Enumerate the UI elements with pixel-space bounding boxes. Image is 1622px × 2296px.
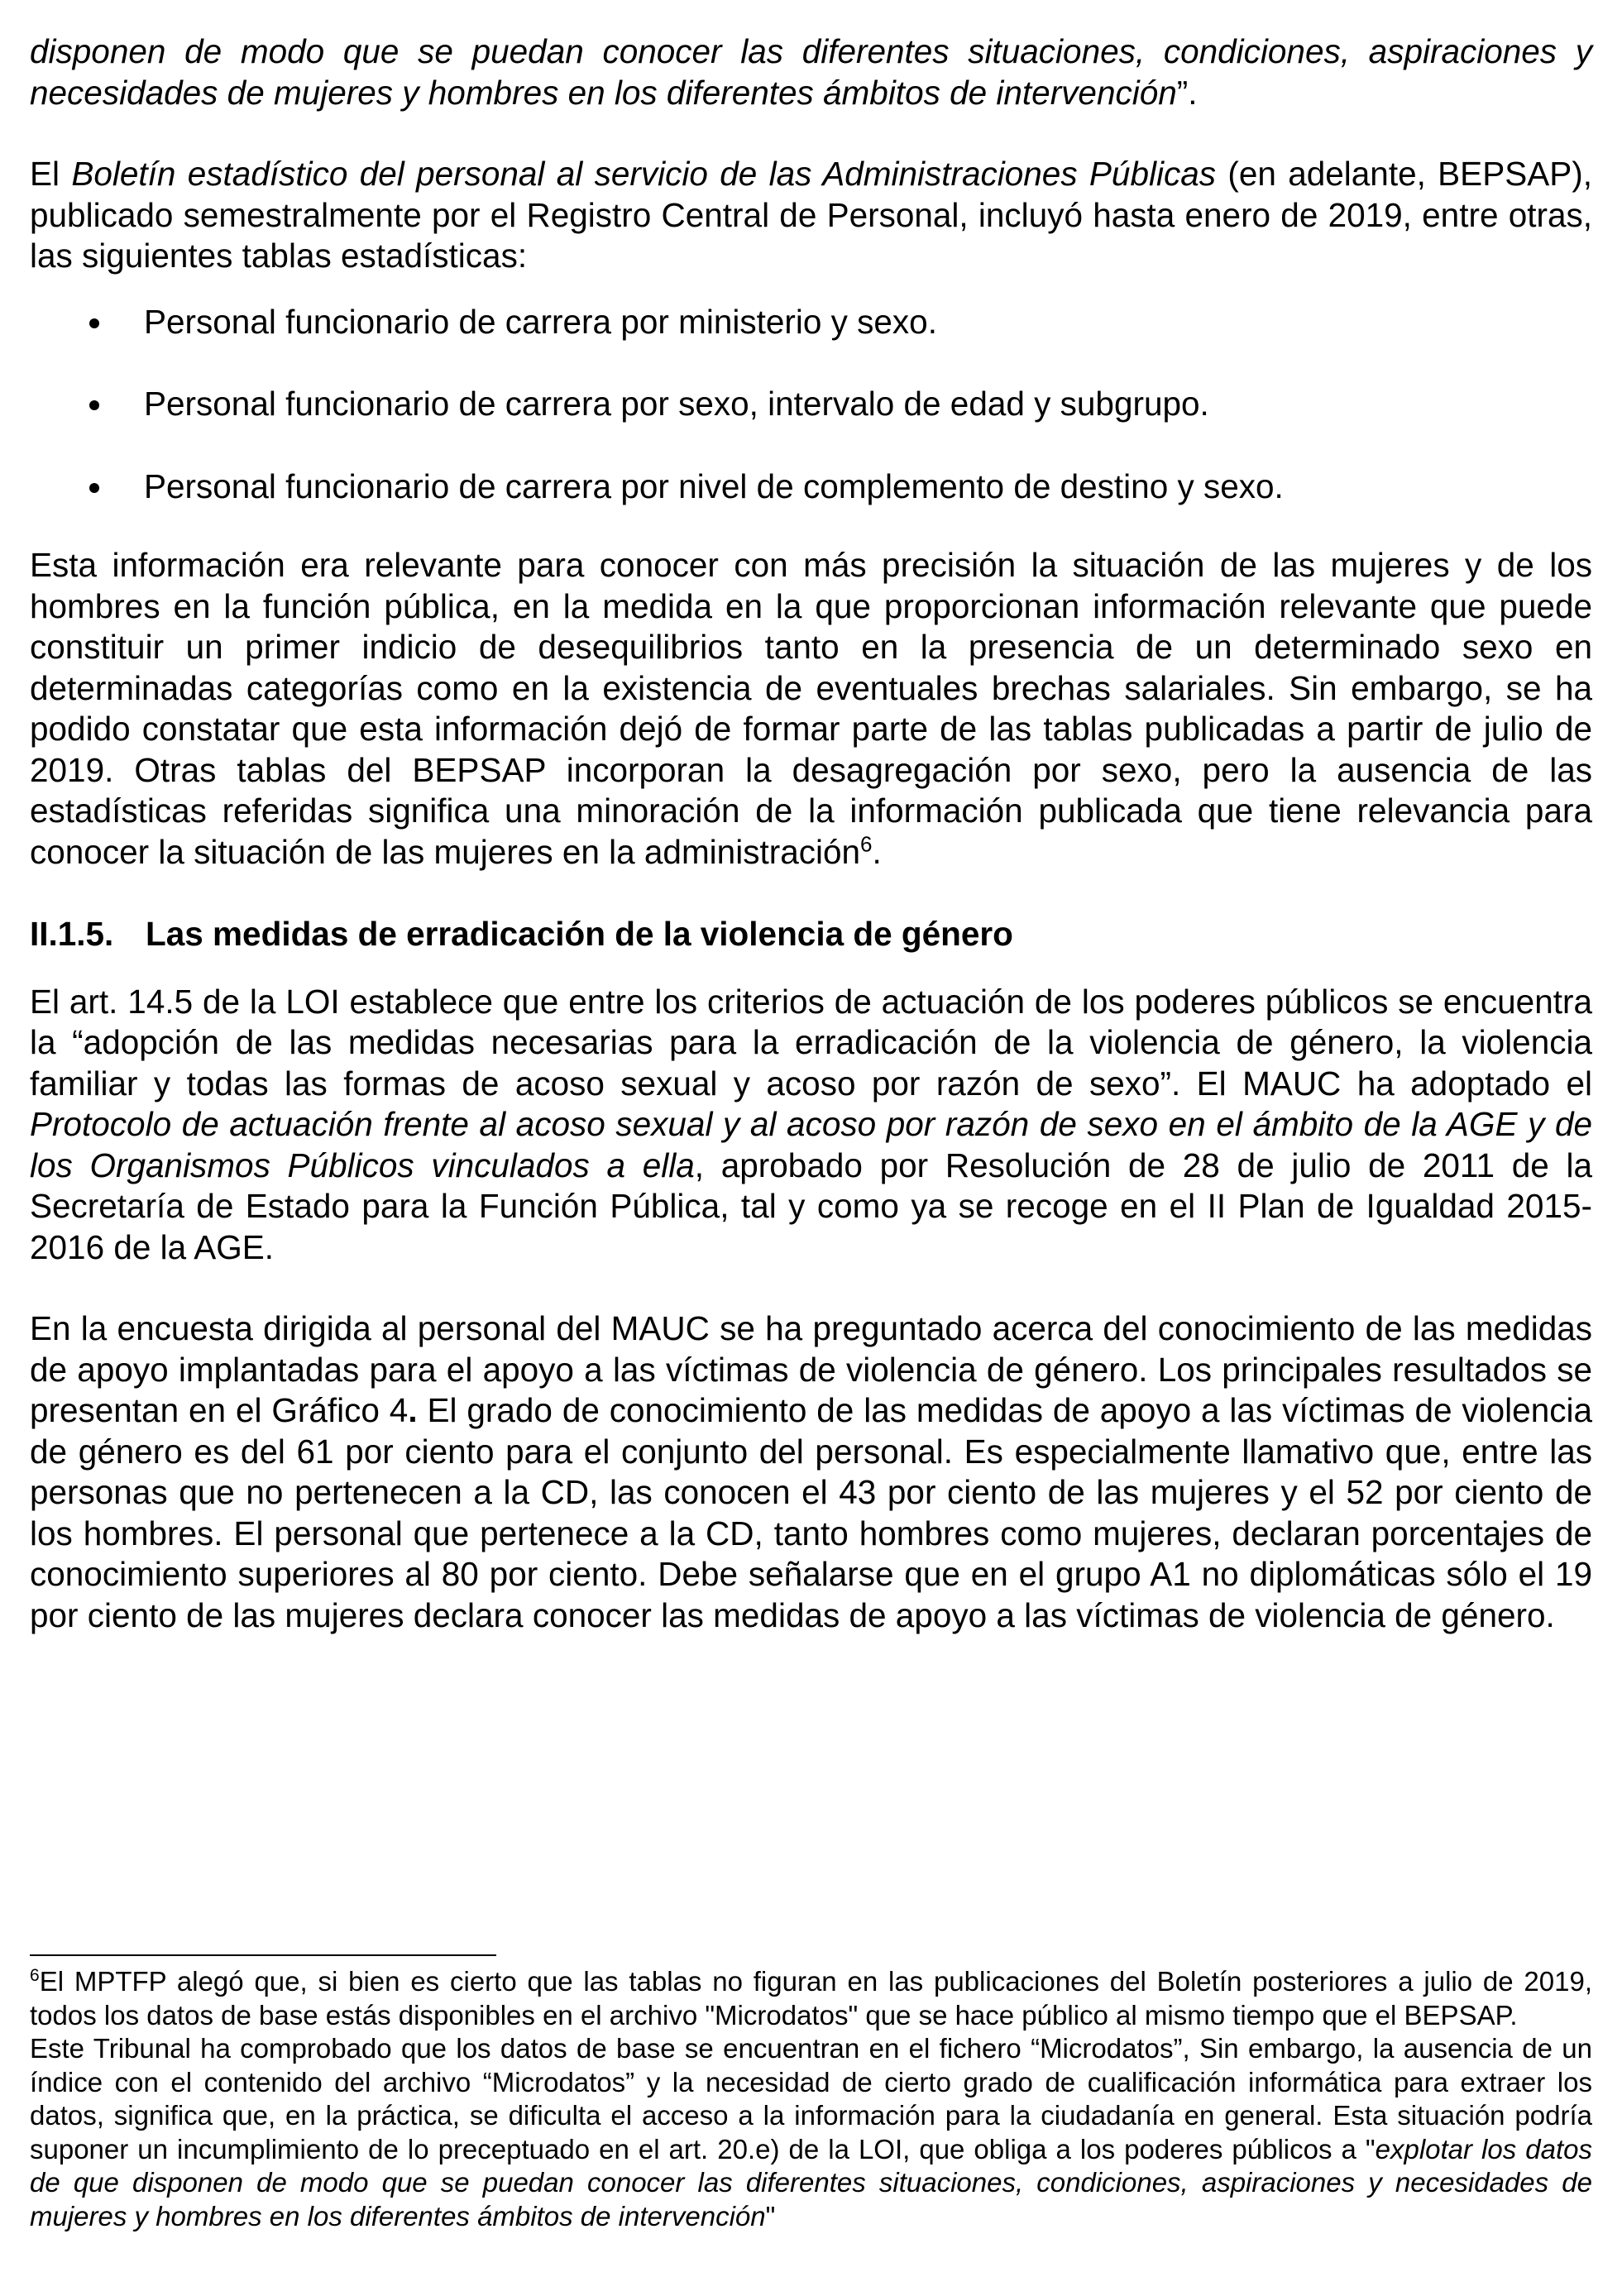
section-number: II.1.5. <box>30 915 114 953</box>
footnote-reference[interactable]: 6 <box>860 831 873 856</box>
bepsap-post: (en adelante, BEPSAP), publicado semestralmente por el Registro Central de Personal, incluyó hasta enero de 2019, entre otras, las siguientes tablas estadísticas: <box>30 155 1592 275</box>
section-title: Las medidas de erradicación de la violencia de género <box>146 915 1013 953</box>
survey-post: El grado de conocimiento de las medidas de apoyo a las víctimas de violencia de género es del 61 por ciento para el conjunto del personal. Es especialmente llamativo que, entre las personas que no pertenecen a la CD, las conocen el 43 por ciento de las mujeres y el 52 por ciento de los hombres. El personal que pertenece a la CD, tanto hombres como mujeres, declaran porcentajes de conocimiento superiores al 80 por ciento. Debe señalarse que en el grupo A1 no diplomáticas sólo el 19 por ciento de las mujeres declara conocer las medidas de apoyo a las víctimas de violencia de género. <box>30 1391 1592 1634</box>
footnote-paragraph-2 <box>30 2032 1592 2233</box>
loi-pre: El art. 14.5 de la LOI establece que entre los criterios de actuación de los poderes públicos se encuentra la “adopción de las medidas necesarias para la erradicación de la violencia de género, la violencia familiar y todas las formas de acoso sexual y acoso por razón de sexo”. El MAUC ha adoptado el <box>30 982 1592 1103</box>
bullet-item <box>30 384 1592 425</box>
relevance-paragraph <box>30 545 1592 873</box>
footnote-paragraph-1 <box>30 1965 1592 2032</box>
footnote-text-1: El MPTFP alegó que, si bien es cierto que las tablas no figuran en las publicaciones del Boletín posteriores a julio de 2019, todos los datos de base estás disponibles en el archivo "Microdatos" que se hace público al mismo tiempo que el BEPSAP. <box>30 1966 1592 2031</box>
protocol-title: Protocolo de actuación frente al acoso sexual y al acoso por razón de sexo en el ámbito de la AGE y de los Organismos Públicos vinculados a ella <box>30 1105 1592 1184</box>
bepsap-title: Boletín estadístico del personal al servicio de las Administraciones Públicas <box>71 155 1216 193</box>
bullet-icon <box>89 400 99 410</box>
document-page <box>30 31 1592 1636</box>
loi-paragraph <box>30 982 1592 1269</box>
survey-paragraph <box>30 1308 1592 1636</box>
intro-paragraph <box>30 31 1592 113</box>
section-heading <box>30 914 1592 955</box>
intro-quote-italic: disponen de modo que se puedan conocer las diferentes situaciones, condiciones, aspiraciones y necesidades de mujeres y hombres en los diferentes ámbitos de intervención <box>30 32 1592 112</box>
tables-bullet-list <box>30 302 1592 508</box>
footnote-text-2: Este Tribunal ha comprobado que los datos de base se encuentran en el fichero “Microdatos”, Sin embargo, la ausencia de un índice con el contenido del archivo “Microdatos” y la necesidad de cierto grado de cualificación informática para extraer los datos, significa que, en la práctica, se dificulta el acceso a la información para la ciudadanía en general. Esta situación podría suponer un incumplimiento de lo preceptuado en el art. 20.e) de la LOI, que obliga a los poderes públicos a " <box>30 2033 1592 2164</box>
footnote <box>30 1965 1592 2233</box>
relevance-text: Esta información era relevante para conocer con más precisión la situación de las mujeres y de los hombres en la función pública, en la medida en la que proporcionan información relevante que puede constituir un primer indicio de desequilibrios tanto en la presencia de un determinado sexo en determinadas categorías como en la existencia de eventuales brechas salariales. Sin embargo, se ha podido constatar que esta información dejó de formar parte de las tablas publicadas a partir de julio de 2019. Otras tablas del BEPSAP incorporan la desagregación por sexo, pero la ausencia de las estadísticas referidas significa una minoración de la información publicada que tiene relevancia para conocer la situación de las mujeres en la administración <box>30 546 1592 871</box>
loi-post: , aprobado por Resolución de 28 de julio de 2011 de la Secretaría de Estado para la Función Pública, tal y como ya se recoge en el II Plan de Igualdad 2015-2016 de la AGE. <box>30 1146 1592 1266</box>
survey-bold-dot: . <box>408 1391 418 1429</box>
bullet-text: Personal funcionario de carrera por ministerio y sexo. <box>144 302 937 341</box>
relevance-end: . <box>872 832 882 871</box>
bullet-text: Personal funcionario de carrera por nivel de complemento de destino y sexo. <box>144 466 1284 505</box>
bullet-item <box>30 466 1592 508</box>
footnote-quote-close: " <box>765 2200 776 2231</box>
intro-quote-close: ”. <box>1176 73 1198 112</box>
bullet-item <box>30 302 1592 343</box>
bepsap-paragraph <box>30 154 1592 277</box>
footnote-quote: explotar los datos de que disponen de modo que se puedan conocer las diferentes situaciones, condiciones, aspiraciones y necesidades de mujeres y hombres en los diferentes ámbitos de intervención <box>30 2133 1592 2231</box>
bullet-icon <box>89 483 99 493</box>
bepsap-pre: El <box>30 155 72 193</box>
survey-pre: En la encuesta dirigida al personal del MAUC se ha preguntado acerca del conocimiento de las medidas de apoyo implantadas para el apoyo a las víctimas de violencia de género. Los principales resultados se presentan en el Gráfico 4 <box>30 1309 1592 1429</box>
footnote-number: 6 <box>30 1966 40 1985</box>
bullet-text: Personal funcionario de carrera por sexo, intervalo de edad y subgrupo. <box>144 385 1209 423</box>
bullet-icon <box>89 318 99 328</box>
footnote-separator <box>30 1954 496 1956</box>
